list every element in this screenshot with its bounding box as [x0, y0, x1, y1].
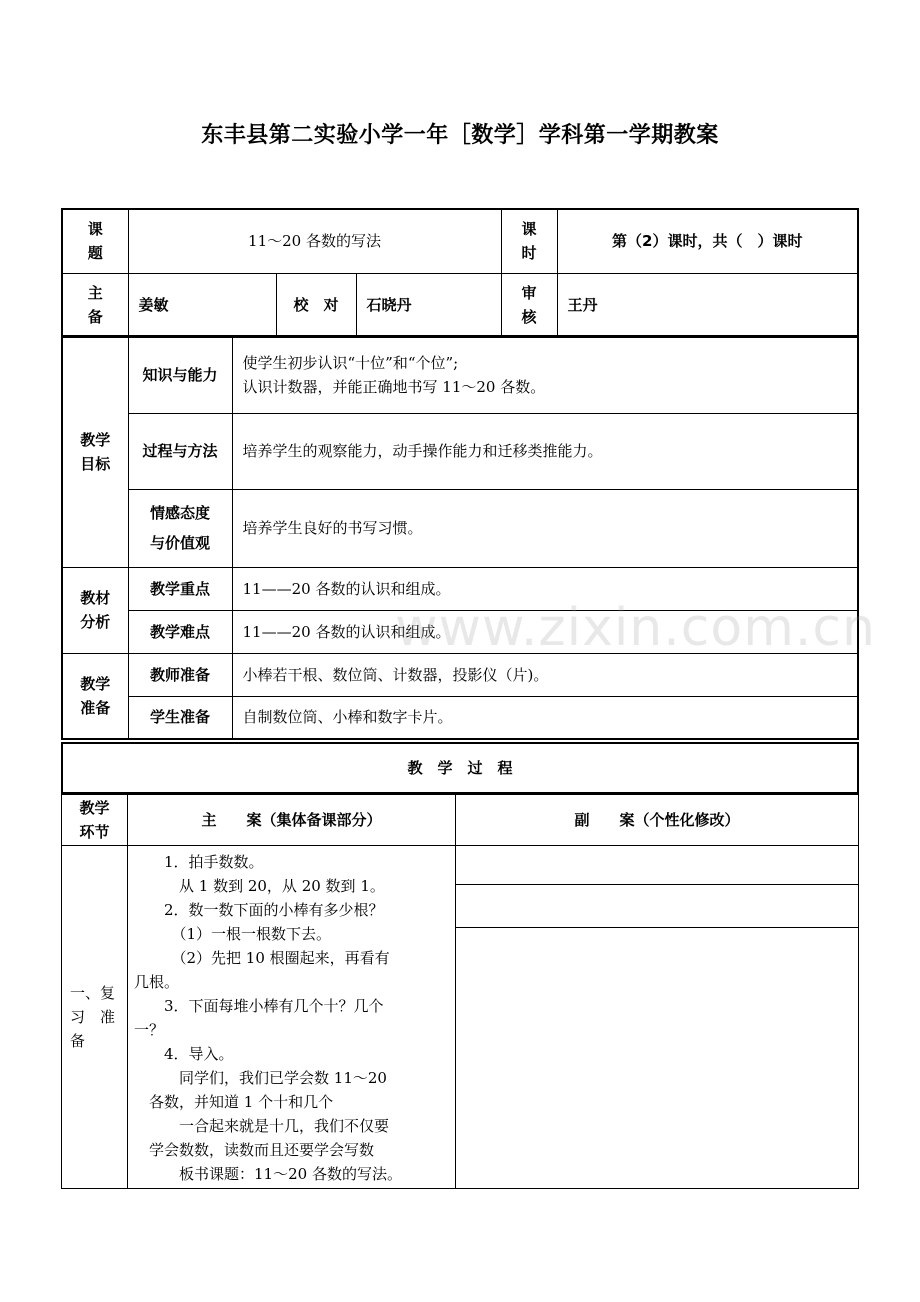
plan-line: 几根。 [134, 973, 180, 991]
stage-review-label: 一、复 习 准 备 [62, 846, 128, 1189]
student-prep-label: 学生准备 [128, 696, 232, 739]
process-table [61, 794, 859, 1189]
plan-line: 从 1 数到 20，从 20 数到 1。 [134, 877, 385, 895]
main-preparer-label: 主 备 [62, 273, 128, 337]
header-table [61, 208, 859, 338]
plan-line: 板书课题：11～20 各数的写法。 [134, 1165, 402, 1183]
watermark: www.zixin.com.cn [395, 598, 876, 658]
preparation-label: 教学 准备 [62, 653, 128, 739]
plan-line: 一？ [134, 1021, 165, 1039]
plan-line: 同学们，我们已学会数 11～20 [134, 1069, 387, 1087]
page-title: 东丰县第二实验小学一年［数学］学科第一学期教案 [201, 123, 719, 148]
plan-line: 学会数数，读数而且还要学会写数 [134, 1141, 375, 1159]
side-plan-row [456, 885, 858, 928]
student-prep-content: 自制数位筒、小棒和数字卡片。 [232, 696, 858, 739]
key-point-content: 11——20 各数的认识和组成。 [232, 567, 858, 610]
plan-line: 各数，并知道 1 个十和几个 [134, 1093, 334, 1111]
side-plan-row [456, 928, 858, 1178]
goal-attitude-label: 情感态度 与价值观 [128, 489, 232, 567]
period-label: 课 时 [501, 209, 557, 273]
goal-knowledge-content: 使学生初步认识“十位”和“个位”; 认识计数器，并能正确地书写 11～20 各数。 [232, 336, 858, 413]
main-plan-content [128, 846, 456, 1189]
plan-line: （2）先把 10 根圈起来，再看有 [134, 949, 390, 967]
reviewer-label: 审 核 [501, 273, 557, 337]
stage-column-header: 教学 环节 [62, 795, 128, 846]
goals-label: 教学 目标 [62, 336, 128, 567]
plan-line: 一合起来就是十几，我们不仅要 [134, 1117, 390, 1135]
teacher-prep-content: 小棒若干根、数位筒、计数器，投影仪（片)。 [232, 653, 858, 696]
difficulty-content: 11——20 各数的认识和组成。 [232, 610, 858, 653]
main-preparer-value: 姜敏 [128, 273, 276, 337]
goal-knowledge-label: 知识与能力 [128, 336, 232, 413]
side-plan-header: 副 案（个性化修改） [456, 795, 859, 846]
topic-label: 课 题 [62, 209, 128, 273]
reviewer-value: 王丹 [557, 273, 858, 337]
plan-line: 3．下面每堆小棒有几个十？几个 [134, 997, 384, 1015]
plan-line: 4．导入。 [134, 1045, 234, 1063]
plan-line: 2．数一数下面的小棒有多少根？ [134, 901, 384, 919]
difficulty-label: 教学难点 [128, 610, 232, 653]
side-plan-row [456, 846, 858, 885]
key-point-label: 教学重点 [128, 567, 232, 610]
goal-process-label: 过程与方法 [128, 413, 232, 489]
proofreader-label: 校 对 [276, 273, 356, 337]
period-value: 第（2）课时，共（ ）课时 [557, 209, 858, 273]
side-plan-content [456, 846, 859, 1189]
proofreader-value: 石晓丹 [356, 273, 501, 337]
teacher-prep-label: 教师准备 [128, 653, 232, 696]
process-heading: 教 学 过 程 [62, 743, 858, 793]
goal-attitude-content: 培养学生良好的书写习惯。 [232, 489, 858, 567]
topic-value: 11～20 各数的写法 [128, 209, 501, 273]
plan-line: （1）一根一根数下去。 [134, 925, 332, 943]
goals-table [61, 335, 859, 740]
process-heading-table [61, 742, 859, 794]
plan-line: 1．拍手数数。 [134, 853, 264, 871]
goal-process-content: 培养学生的观察能力，动手操作能力和迁移类推能力。 [232, 413, 858, 489]
main-plan-header: 主 案（集体备课部分） [128, 795, 456, 846]
analysis-label: 教材 分析 [62, 567, 128, 653]
